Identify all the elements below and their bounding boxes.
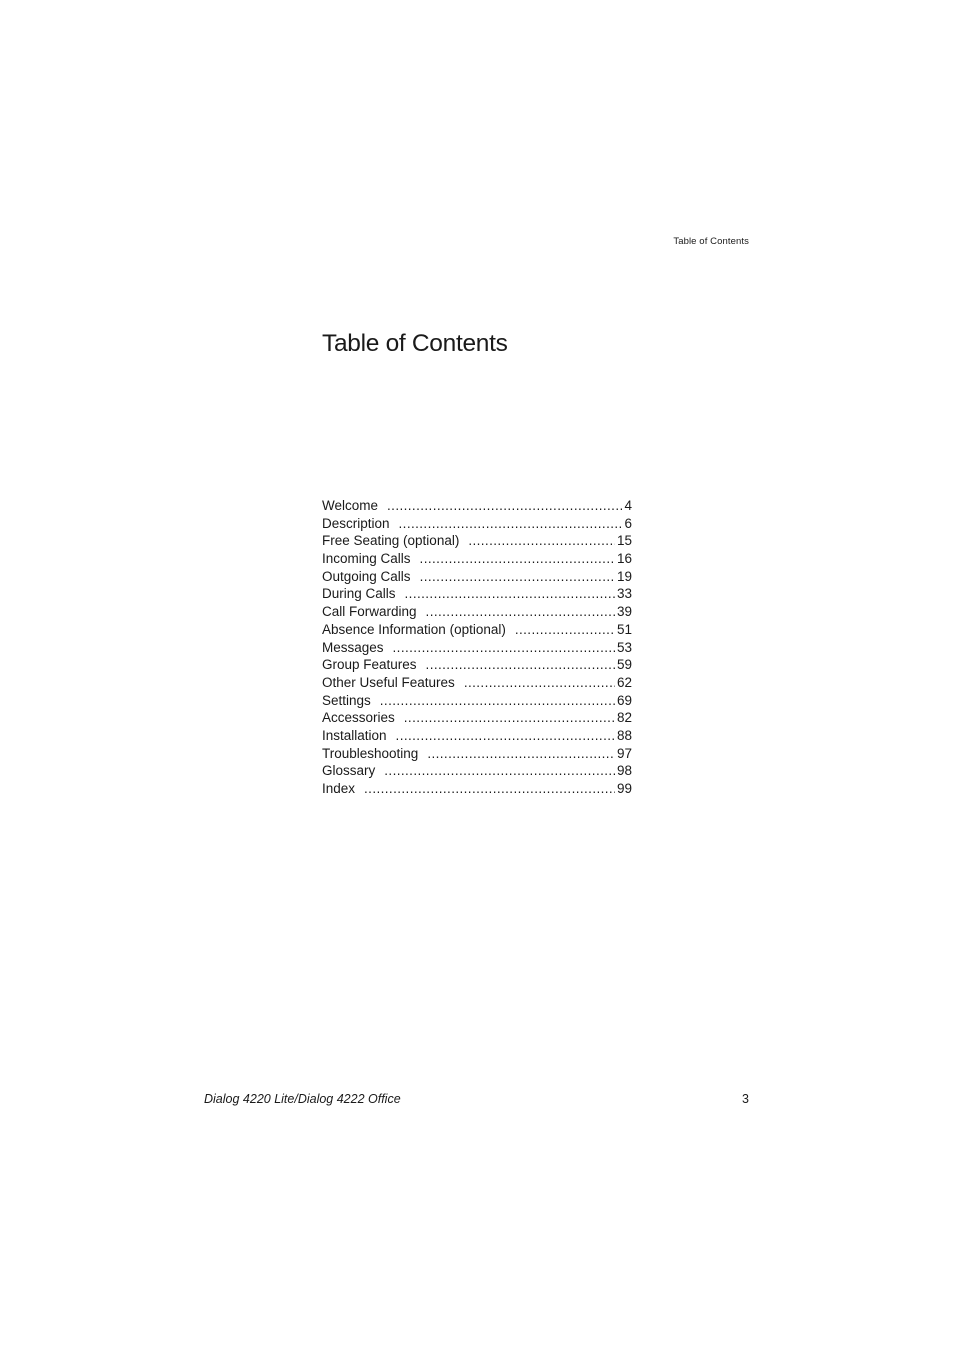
toc-entry[interactable] [322, 709, 632, 727]
toc-entry-label: During Calls [322, 586, 396, 602]
toc-entry-label: Welcome [322, 498, 379, 513]
dot-leader [420, 550, 615, 568]
toc-entry[interactable] [322, 639, 632, 657]
toc-entry-label: Group Features [322, 657, 417, 673]
toc-entry-page: 97 [616, 745, 632, 761]
dot-leader [387, 497, 622, 515]
toc-entry[interactable] [322, 780, 632, 798]
toc-entry-page: 62 [616, 674, 632, 690]
toc-entry-page: 39 [616, 604, 632, 620]
toc-entry-page: 15 [616, 533, 632, 549]
toc-entry-label: Accessories [322, 710, 395, 726]
toc-entry-page: 59 [616, 657, 632, 673]
dot-leader [404, 709, 615, 727]
dot-leader [405, 585, 615, 603]
toc-entry-page: 6 [624, 515, 632, 531]
toc-entry[interactable] [322, 762, 632, 780]
dot-leader [468, 532, 615, 550]
toc-entry-page: 16 [616, 551, 632, 567]
toc-entry-page: 53 [616, 639, 632, 655]
page-title: Table of Contents [322, 330, 508, 357]
toc-entry-label: Description [322, 515, 390, 531]
dot-leader [427, 745, 615, 763]
toc-entry[interactable] [322, 515, 632, 533]
toc-entry-label: Settings [322, 692, 371, 708]
toc-entry[interactable] [322, 621, 632, 639]
dot-leader [426, 603, 615, 621]
toc-entry-label: Messages [322, 639, 384, 655]
toc-entry[interactable] [322, 745, 632, 763]
running-header: Table of Contents [673, 236, 749, 247]
toc-entry-page: 98 [616, 763, 632, 779]
dot-leader [420, 568, 615, 586]
toc-entry-label: Incoming Calls [322, 551, 411, 567]
toc-entry-label: Outgoing Calls [322, 568, 411, 584]
dot-leader [364, 780, 615, 798]
toc-entry-page: 88 [616, 727, 632, 743]
toc-entry-page: 19 [616, 568, 632, 584]
dot-leader [396, 727, 615, 745]
dot-leader [515, 621, 615, 639]
toc-entry[interactable] [322, 532, 632, 550]
toc-entry-label: Other Useful Features [322, 674, 455, 690]
toc-entry-label: Free Seating (optional) [322, 533, 460, 549]
toc-entry-label: Call Forwarding [322, 604, 417, 620]
toc-entry-page: 82 [616, 710, 632, 726]
toc-entry-label: Installation [322, 727, 387, 743]
toc-entry[interactable] [322, 674, 632, 692]
toc-entry[interactable] [322, 656, 632, 674]
dot-leader [464, 674, 615, 692]
dot-leader [393, 639, 615, 657]
footer-page-number: 3 [742, 1092, 749, 1106]
footer-product-name: Dialog 4220 Lite/Dialog 4222 Office [204, 1092, 401, 1106]
toc-entry-page: 33 [616, 586, 632, 602]
dot-leader [384, 762, 615, 780]
dot-leader [380, 692, 615, 710]
toc-entry[interactable] [322, 497, 632, 515]
toc-entry[interactable] [322, 603, 632, 621]
dot-leader [426, 656, 615, 674]
toc-entry-page: 69 [616, 692, 632, 708]
toc-entry[interactable] [322, 692, 632, 710]
toc-entry[interactable] [322, 585, 632, 603]
toc-entry-label: Absence Information (optional) [322, 621, 506, 637]
toc-entry-page: 51 [616, 621, 632, 637]
toc-entry-page: 99 [616, 781, 632, 796]
toc-entry[interactable] [322, 727, 632, 745]
toc-entry-label: Glossary [322, 763, 376, 779]
toc-entry-label: Index [322, 781, 356, 796]
toc-entry-label: Troubleshooting [322, 745, 419, 761]
toc-entry[interactable] [322, 550, 632, 568]
toc-entry[interactable] [322, 568, 632, 586]
dot-leader [399, 515, 623, 533]
toc-list [322, 497, 632, 798]
toc-entry-page: 4 [624, 498, 632, 513]
